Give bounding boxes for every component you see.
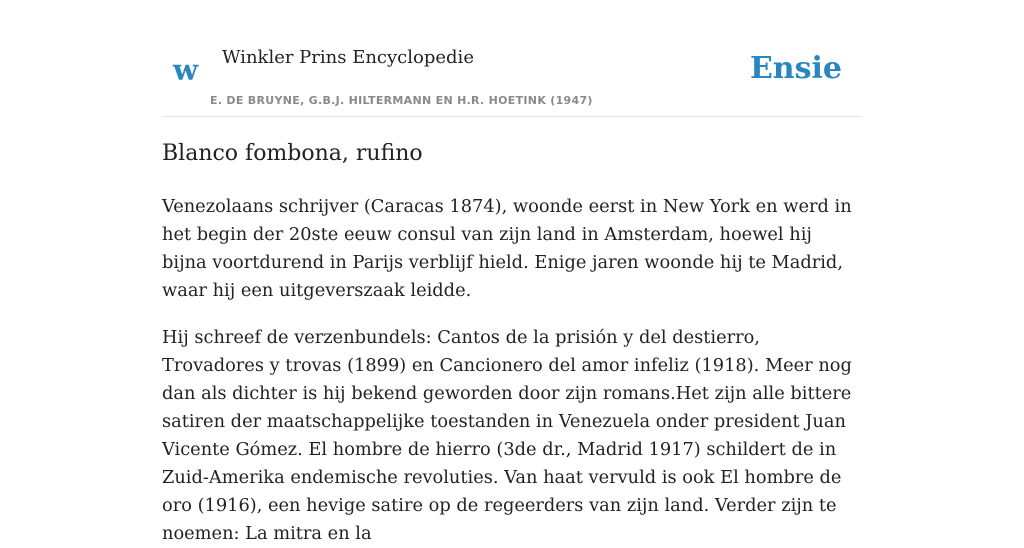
site-logo-icon[interactable]: w <box>173 53 198 87</box>
article-title: Blanco fombona, rufino <box>162 141 423 166</box>
site-title-link[interactable]: Winkler Prins Encyclopedie <box>222 47 474 68</box>
article-paragraph-2: Hij schreef de verzenbundels: Cantos de la prisión y del destierro, Trovadores y trovas (1899) en Cancionero del amor infeliz (1918). Meer nog dan als dichter is hij bekend geworden door zijn romans.Het zijn alle bittere satiren der maatschappelijke toestanden in Venezuela onder president Juan Vicente Gómez. El hombre de hierro (3de dr., Madrid 1917) schildert de in Zuid-Amerika endemische revoluties. Van haat vervuld is ook El hombre de oro (1916), een hevige satire op de regeerders van zijn land. Verder zijn te noemen: La mitra en la <box>162 327 852 544</box>
article <box>162 136 862 548</box>
site-authors: E. DE BRUYNE, G.B.J. HILTERMANN EN H.R. HOETINK (1947) <box>210 94 593 107</box>
site-header <box>162 0 862 117</box>
brand-logo-link[interactable]: Ensie <box>749 51 842 86</box>
article-paragraph-1: Venezolaans schrijver (Caracas 1874), woonde eerst in New York en werd in het begin der 20ste eeuw consul van zijn land in Amsterdam, hoewel hij bijna voortdurend in Parijs verblijf hield. Enige jaren woonde hij te Madrid, waar hij een uitgeverszaak leidde. <box>162 196 852 301</box>
